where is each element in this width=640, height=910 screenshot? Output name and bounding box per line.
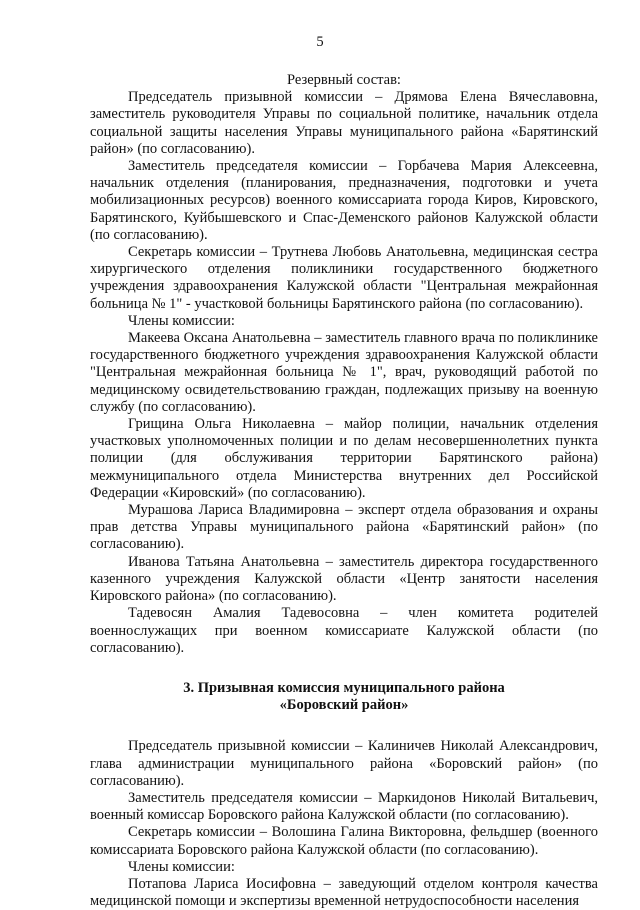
section-heading: 3. Призывная комиссия муниципального района [183,679,505,696]
section3-secretary: Секретарь комиссии – Волошина Галина Викторовна, фельдшер (военного комиссариата Боровского района Калужской области (по согласованию). [90,824,598,858]
document-body [90,72,598,910]
reserve-secretary: Секретарь комиссии – Трутнева Любовь Анатольевна, медицинская сестра хирургического отделения поликлиники государственного бюджетного учреждения здравоохранения Калужской области "Центральная межрайонная больница № 1" - участковой больницы Барятинского района (по согласованию). [90,244,598,312]
reserve-member: Тадевосян Амалия Тадевосовна – член комитета родителей военнослужащих при военном комиссариате Калужской области (по согласованию). [90,605,598,656]
section3-deputy: Заместитель председателя комиссии – Маркидонов Николай Витальевич, военный комиссар Боровского района Калужской области (по согласованию). [90,789,598,824]
section3-chairman: Председатель призывной комиссии – Калиничев Николай Александрович, глава администрации муниципального района «Боровский район» (по согласованию). [90,738,598,789]
section3-member: Потапова Лариса Иосифовна – заведующий отделом контроля качества медицинской помощи и экспертизы временной нетрудоспособности населения [90,875,598,910]
section3-members-label: Члены комиссии: [128,858,235,875]
section-spacer [90,714,598,738]
reserve-member: Макеева Оксана Анатольевна – заместитель главного врача по поликлинике государственного бюджетного учреждения здравоохранения Калужской области "Центральная межрайонная больница № 1", врач, руководящий работой по медицинскому освидетельствованию граждан, подлежащих призыву на военную службу (по согласованию). [90,330,598,415]
reserve-member: Иванова Татьяна Анатольевна – заместитель директора государственного казенного учреждения Калужской области «Центр занятости населения Кировского района» (по согласованию). [90,553,598,605]
section-heading-subtitle: «Боровский район» [279,697,409,714]
reserve-member: Грищина Ольга Николаевна – майор полиции, начальник отделения участковых уполномоченных полиции и по делам несовершеннолетних пункта полиции (для обслуживания территории Барятинского района) межмуниципального отдела Министерства внутренних дел Российской Федерации «Кировский» (по согласованию). [90,416,598,501]
reserve-deputy: Заместитель председателя комиссии – Горбачева Мария Алексеевна, начальник отделения (планирования, предназначения, подготовки и учета мобилизационных ресурсов) военного комиссариата города Киров, Кировского, Барятинского, Куйбышевского и Спас-Деменского районов Калужской области (по согласованию). [90,158,598,243]
reserve-members-label: Члены комиссии: [128,312,235,329]
section-spacer [90,657,598,680]
reserve-chairman: Председатель призывной комиссии – Дрямова Елена Вячеславовна, заместитель руководителя Управы по социальной политике, начальник отдела социальной защиты населения Управы муниципального района «Барятинский район» (по согласованию). [90,89,598,157]
page-number: 5 [316,34,324,50]
reserve-title: Резервный состав: [287,72,401,88]
reserve-member: Мурашова Лариса Владимировна – эксперт отдела образования и охраны прав детства Управы муниципального района «Барятинский район» (по согласованию). [90,502,598,553]
